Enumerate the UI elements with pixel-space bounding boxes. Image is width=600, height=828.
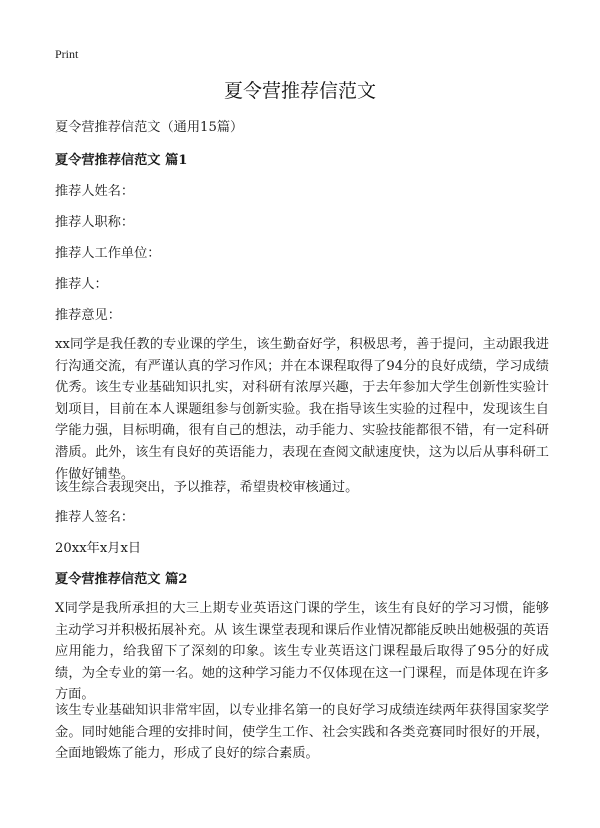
field-recommender-title: 推荐人职称： <box>55 215 135 230</box>
section-2-heading: 夏令营推荐信范文 篇2 <box>55 572 188 587</box>
print-link[interactable]: Print <box>55 47 79 61</box>
field-recommendation-opinion: 推荐意见： <box>55 308 121 323</box>
section-2-body-1: X同学是我所承担的大三上期专业英语这门课的学生，该生有良好的学习习惯，能够主动学习并积极拓展补充。从 该生课堂表现和课后作业情况都能反映出她极强的英语应用能力，给我留下了深刻的印象。该生专业英语这门课程最后取得了95分的好成绩，为全专业的第一名。她的这种学习能力不仅体现在这一门课程，而是体现在许多方面。 <box>55 601 549 703</box>
section-1-body: xx同学是我任教的专业课的学生，该生勤奋好学，积极思考，善于提问，主动跟我进行沟通交流，有严谨认真的学习作风；并在本课程取得了94分的良好成绩，学习成绩优秀。该生专业基础知识扎实，对科研有浓厚兴趣，于去年参加大学生创新性实验计划项目，目前在本人课题组参与创新实验。我在指导该生实验的过程中，发现该生自学能力强，目标明确，很有自己的想法，动手能力、实验技能都很不错，有一定科研潜质。此外，该生有良好的英语能力，表现在查阅文献速度快，这为以后从事科研工作做好铺垫。 <box>55 337 549 482</box>
field-recommender: 推荐人： <box>55 277 108 292</box>
signature-label: 推荐人签名： <box>55 510 135 525</box>
section-1-conclusion: 该生综合表现突出，予以推荐，希望贵校审核通过。 <box>55 480 359 495</box>
field-recommender-workplace: 推荐人工作单位： <box>55 246 161 261</box>
signature-date: 20xx年x月x日 <box>55 541 142 556</box>
section-2-body-2: 该生专业基础知识非常牢固，以专业排名第一的良好学习成绩连续两年获得国家奖学金。同时她能合理的安排时间，使学生工作、社会实践和各类竞赛同时很好的开展，全面地锻炼了能力，形成了良好的综合素质。 <box>55 703 549 762</box>
field-recommender-name: 推荐人姓名： <box>55 184 135 199</box>
document-intro: 夏令营推荐信范文（通用15篇） <box>55 120 244 135</box>
page-title: 夏令营推荐信范文 <box>223 80 376 102</box>
section-1-heading: 夏令营推荐信范文 篇1 <box>55 153 188 168</box>
